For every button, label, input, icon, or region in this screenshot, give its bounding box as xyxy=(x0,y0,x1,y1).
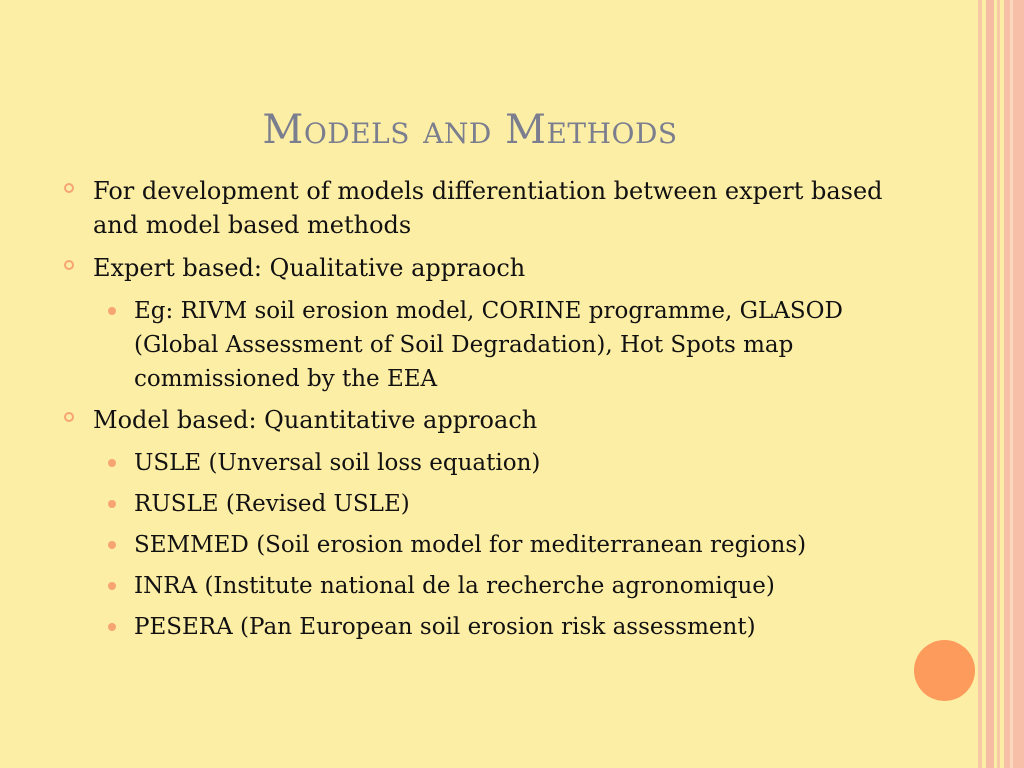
dot-bullet-icon xyxy=(108,541,116,549)
decorative-stripe xyxy=(986,0,994,768)
bullet-item xyxy=(64,251,884,285)
bullet-text: INRA (Institute national de la recherche agronomique) xyxy=(134,573,775,599)
decorative-stripe xyxy=(1004,0,1024,768)
bullet-text: Expert based: Qualitative appraoch xyxy=(93,254,526,282)
bullet-text: RUSLE (Revised USLE) xyxy=(134,491,410,517)
ring-bullet-icon xyxy=(64,183,74,193)
bullet-text: For development of models differentiation between expert based and model based methods xyxy=(93,177,883,239)
decorative-circle xyxy=(914,640,975,701)
bullet-item xyxy=(64,403,884,437)
sub-bullet-item xyxy=(64,487,884,521)
slide-title: Models and Methods xyxy=(262,107,678,153)
sub-bullet-item xyxy=(64,528,884,562)
dot-bullet-icon xyxy=(108,307,116,315)
sub-bullet-item xyxy=(64,294,884,396)
bullet-list xyxy=(64,174,884,651)
decorative-stripe xyxy=(997,0,1000,768)
bullet-item xyxy=(64,174,884,242)
sub-bullet-item xyxy=(64,610,884,644)
bullet-text: USLE (Unversal soil loss equation) xyxy=(134,450,541,476)
bullet-text: PESERA (Pan European soil erosion risk assessment) xyxy=(134,614,756,640)
dot-bullet-icon xyxy=(108,582,116,590)
sub-bullet-item xyxy=(64,446,884,480)
ring-bullet-icon xyxy=(64,260,74,270)
decorative-stripe xyxy=(978,0,982,768)
bullet-text: SEMMED (Soil erosion model for mediterranean regions) xyxy=(134,532,807,558)
dot-bullet-icon xyxy=(108,500,116,508)
bullet-text: Model based: Quantitative approach xyxy=(93,406,538,434)
dot-bullet-icon xyxy=(108,623,116,631)
ring-bullet-icon xyxy=(64,412,74,422)
sub-bullet-item xyxy=(64,569,884,603)
dot-bullet-icon xyxy=(108,459,116,467)
bullet-text: Eg: RIVM soil erosion model, CORINE programme, GLASOD (Global Assessment of Soil Degradation), Hot Spots map commissioned by the EEA xyxy=(134,298,843,392)
